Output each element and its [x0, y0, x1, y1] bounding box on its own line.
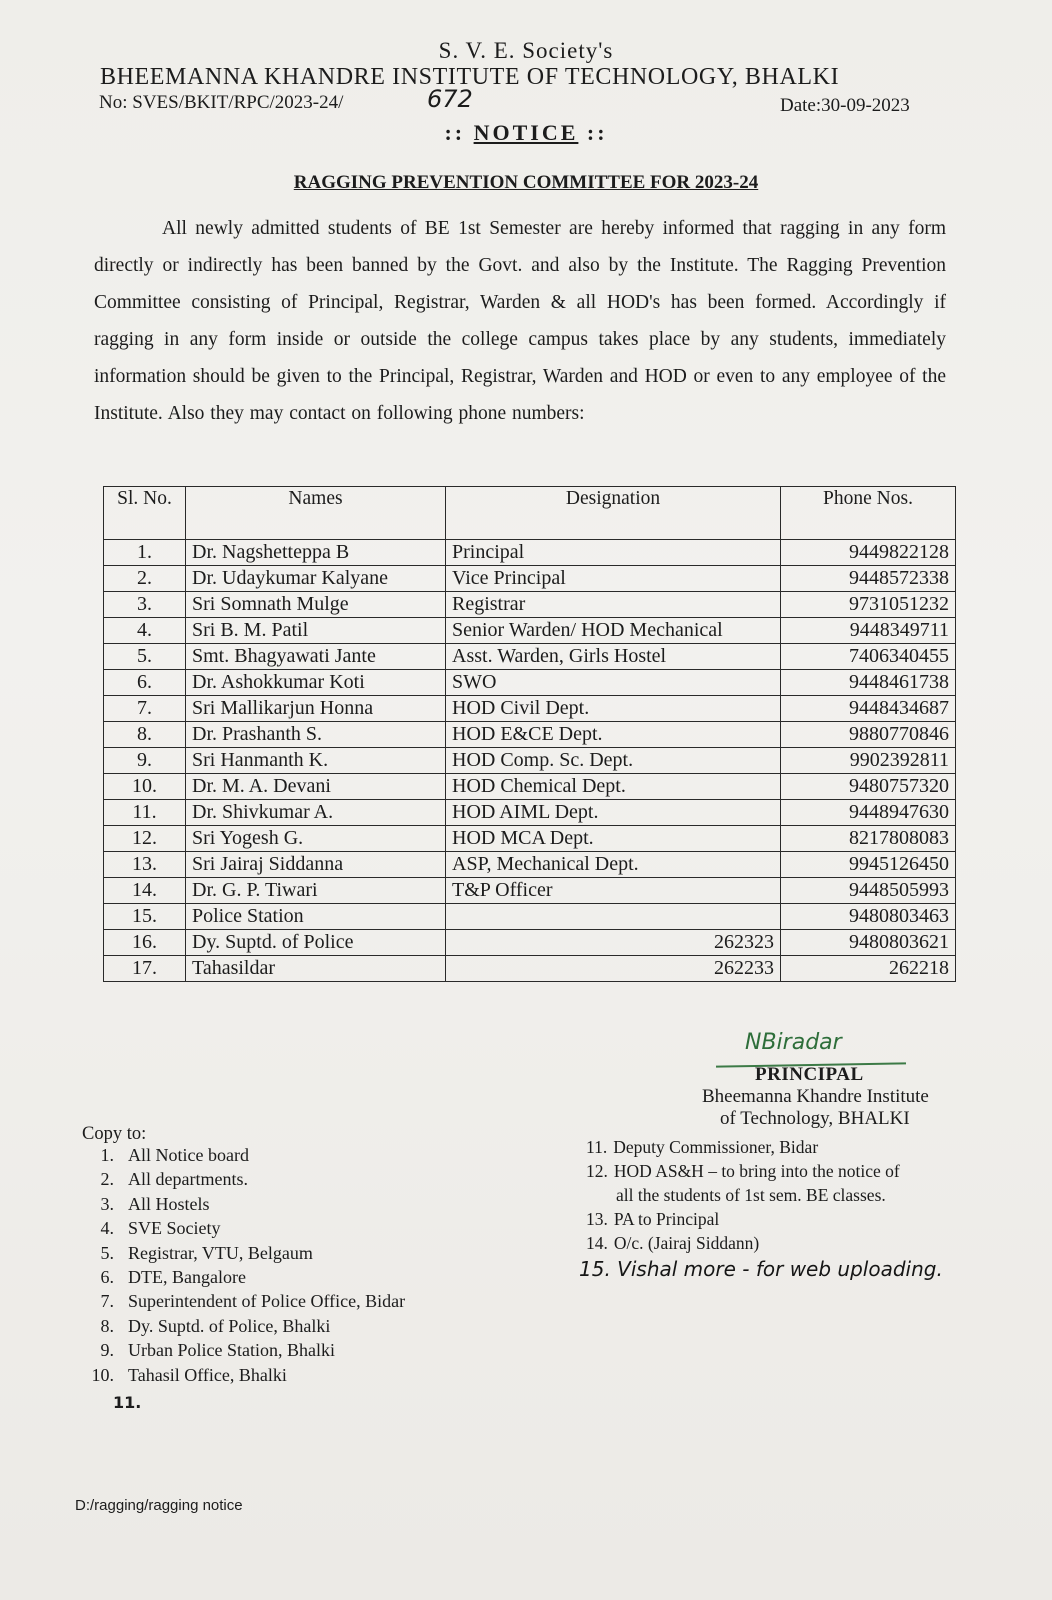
cell-designation: ASP, Mechanical Dept. [446, 852, 781, 878]
cell-sl-no: 7. [104, 696, 186, 722]
list-item [76, 1314, 405, 1338]
table-row [104, 774, 956, 800]
cell-name: Sri B. M. Patil [186, 618, 446, 644]
cell-name: Dr. Ashokkumar Koti [186, 670, 446, 696]
cell-phone: 9945126450 [781, 852, 956, 878]
list-item-text: Dy. Suptd. of Police, Bhalki [128, 1315, 331, 1336]
cell-name: Tahasildar [186, 956, 446, 982]
table-row [104, 722, 956, 748]
cell-phone: 9448349711 [781, 618, 956, 644]
list-item [76, 1265, 405, 1289]
list-item [76, 1192, 405, 1216]
signatory-title: PRINCIPAL [755, 1064, 864, 1085]
copy-to-list-right [586, 1135, 900, 1255]
list-item [76, 1216, 405, 1240]
header-phone: Phone Nos. [781, 487, 956, 540]
cell-name: Sri Jairaj Siddanna [186, 852, 446, 878]
notice-subject: RAGGING PREVENTION COMMITTEE FOR 2023-24 [293, 172, 759, 193]
cell-designation: HOD AIML Dept. [446, 800, 781, 826]
reference-handwritten-number: 672 [427, 85, 473, 113]
list-item-number: 13. [586, 1209, 608, 1229]
cell-sl-no: 13. [104, 852, 186, 878]
table-row [104, 566, 956, 592]
notice-date: Date:30-09-2023 [780, 95, 910, 116]
cell-name: Sri Yogesh G. [186, 826, 446, 852]
table-header-row [104, 487, 956, 540]
notice-heading: :: NOTICE :: [444, 120, 608, 145]
list-item-text: HOD AS&H – to bring into the notice of [613, 1161, 900, 1181]
cell-sl-no: 12. [104, 826, 186, 852]
cell-sl-no: 4. [104, 618, 186, 644]
cell-designation: HOD E&CE Dept. [446, 722, 781, 748]
cell-sl-no: 15. [104, 904, 186, 930]
list-item-number: 4. [100, 1218, 114, 1239]
list-item-text: all the students of 1st sem. BE classes. [616, 1185, 886, 1205]
notice-body: All newly admitted students of BE 1st Semester are hereby informed that ragging in any form directly or indirectly has been banned by the Govt. and also by the Institute. The Ragging Prevention Committee consisting of Principal, Registrar, Warden & all HOD's has been formed. Accordingly if ragging in any form inside or outside the college campus takes place by any students, immediately information should be given to the Principal, Registrar, Warden and HOD or even to any employee of the Institute. Also they may contact on following phone numbers: [94, 218, 946, 424]
cell-name: Dr. Udaykumar Kalyane [186, 566, 446, 592]
cell-name: Dr. G. P. Tiwari [186, 878, 446, 904]
cell-phone: 9448434687 [781, 696, 956, 722]
list-item [586, 1159, 900, 1183]
file-path: D:/ragging/ragging notice [75, 1497, 243, 1514]
cell-sl-no: 2. [104, 566, 186, 592]
header-sl-no: Sl. No. [104, 487, 186, 540]
cell-designation [446, 904, 781, 930]
cell-sl-no: 9. [104, 748, 186, 774]
list-item-number: 9. [100, 1340, 114, 1361]
list-item [76, 1289, 405, 1313]
reference-number: No: SVES/BKIT/RPC/2023-24/ [99, 92, 344, 113]
cell-name: Dr. Shivkumar A. [186, 800, 446, 826]
cell-phone: 8217808083 [781, 826, 956, 852]
cell-phone: 9448505993 [781, 878, 956, 904]
cell-name: Police Station [186, 904, 446, 930]
table-row [104, 852, 956, 878]
list-item-text: Registrar, VTU, Belgaum [128, 1242, 313, 1263]
cell-designation: Asst. Warden, Girls Hostel [446, 644, 781, 670]
cell-designation: HOD Civil Dept. [446, 696, 781, 722]
cell-phone: 9480803621 [781, 930, 956, 956]
list-item-text: Deputy Commissioner, Bidar [613, 1137, 819, 1157]
cell-sl-no: 10. [104, 774, 186, 800]
cell-designation: 262323 [446, 930, 781, 956]
list-item [586, 1183, 900, 1207]
cell-sl-no: 6. [104, 670, 186, 696]
cell-designation: Principal [446, 540, 781, 566]
list-item-number: 1. [100, 1145, 114, 1165]
cell-sl-no: 16. [104, 930, 186, 956]
list-item-text: SVE Society [128, 1218, 221, 1239]
list-item [76, 1363, 405, 1387]
cell-name: Sri Hanmanth K. [186, 748, 446, 774]
cell-designation: HOD Chemical Dept. [446, 774, 781, 800]
list-item [76, 1338, 405, 1362]
society-name: S. V. E. Society's [438, 38, 614, 63]
committee-phone-table [103, 486, 956, 982]
cell-phone: 9448461738 [781, 670, 956, 696]
cell-name: Smt. Bhagyawati Jante [186, 644, 446, 670]
cell-phone: 9880770846 [781, 722, 956, 748]
header-names: Names [186, 487, 446, 540]
cell-phone: 7406340455 [781, 644, 956, 670]
cell-name: Dr. Prashanth S. [186, 722, 446, 748]
table-row [104, 956, 956, 982]
cell-phone: 9448947630 [781, 800, 956, 826]
cell-sl-no: 1. [104, 540, 186, 566]
cell-designation: SWO [446, 670, 781, 696]
cell-phone: 9449822128 [781, 540, 956, 566]
cell-sl-no: 11. [104, 800, 186, 826]
list-item-number: 7. [100, 1291, 114, 1312]
cell-sl-no: 8. [104, 722, 186, 748]
table-row [104, 644, 956, 670]
table-row [104, 878, 956, 904]
table-row [104, 800, 956, 826]
list-item-text: O/c. (Jairaj Siddann) [613, 1233, 760, 1253]
list-item-text: DTE, Bangalore [128, 1266, 246, 1287]
cell-name: Sri Mallikarjun Honna [186, 696, 446, 722]
list-item [586, 1135, 900, 1159]
cell-name: Dr. Nagshetteppa B [186, 540, 446, 566]
list-item-number: 11. [586, 1137, 608, 1157]
cell-designation: T&P Officer [446, 878, 781, 904]
copy-to-list-left [76, 1143, 405, 1387]
cell-phone: 9480803463 [781, 904, 956, 930]
cell-designation: Vice Principal [446, 566, 781, 592]
header-designation: Designation [446, 487, 781, 540]
list-item-number: 12. [586, 1161, 608, 1181]
list-item-text: All departments. [128, 1169, 248, 1190]
list-item [586, 1207, 900, 1231]
copy-to-label: Copy to: [82, 1124, 147, 1144]
list-item [76, 1167, 405, 1191]
cell-name: Dr. M. A. Devani [186, 774, 446, 800]
list-item [76, 1143, 405, 1167]
list-item-text: Tahasil Office, Bhalki [128, 1364, 287, 1385]
table-row [104, 826, 956, 852]
principal-signature: NBiradar [745, 1030, 842, 1055]
cell-designation: HOD MCA Dept. [446, 826, 781, 852]
list-item-number: 8. [100, 1315, 114, 1336]
cell-sl-no: 17. [104, 956, 186, 982]
cell-sl-no: 3. [104, 592, 186, 618]
institute-name: BHEEMANNA KHANDRE INSTITUTE OF TECHNOLOGY, BHALKI [100, 64, 840, 90]
list-item-text: All Hostels [128, 1193, 210, 1214]
cell-phone: 9448572338 [781, 566, 956, 592]
cell-phone: 262218 [781, 956, 956, 982]
cell-phone: 9902392811 [781, 748, 956, 774]
table-row [104, 748, 956, 774]
list-item [76, 1241, 405, 1265]
table-row [104, 540, 956, 566]
handwritten-mark: 11. [113, 1393, 142, 1412]
table-row [104, 670, 956, 696]
list-item-text: Urban Police Station, Bhalki [128, 1340, 335, 1361]
list-item-number: 5. [100, 1242, 114, 1263]
table-row [104, 618, 956, 644]
list-item-number: 10. [91, 1364, 114, 1385]
list-item-text: Superintendent of Police Office, Bidar [128, 1291, 406, 1312]
table-row [104, 930, 956, 956]
list-item [586, 1231, 900, 1255]
cell-phone: 9480757320 [781, 774, 956, 800]
stamp-line-2: of Technology, BHALKI [720, 1108, 910, 1129]
list-item-number: 3. [100, 1193, 114, 1214]
list-item-text: PA to Principal [613, 1209, 720, 1229]
list-item-number: 2. [100, 1169, 114, 1190]
table-row [104, 904, 956, 930]
cell-designation: Senior Warden/ HOD Mechanical [446, 618, 781, 644]
handwritten-copy-entry: 15. Vishal more - for web uploading. [579, 1257, 943, 1281]
cell-designation: Registrar [446, 592, 781, 618]
cell-name: Dy. Suptd. of Police [186, 930, 446, 956]
cell-designation: 262233 [446, 956, 781, 982]
list-item-number: 14. [586, 1233, 608, 1253]
table-row [104, 696, 956, 722]
table-row [104, 592, 956, 618]
cell-phone: 9731051232 [781, 592, 956, 618]
list-item-number: 6. [100, 1266, 114, 1287]
stamp-line-1: Bheemanna Khandre Institute [702, 1086, 929, 1107]
cell-designation: HOD Comp. Sc. Dept. [446, 748, 781, 774]
cell-sl-no: 14. [104, 878, 186, 904]
list-item-text: All Notice board [128, 1145, 249, 1165]
cell-sl-no: 5. [104, 644, 186, 670]
cell-name: Sri Somnath Mulge [186, 592, 446, 618]
